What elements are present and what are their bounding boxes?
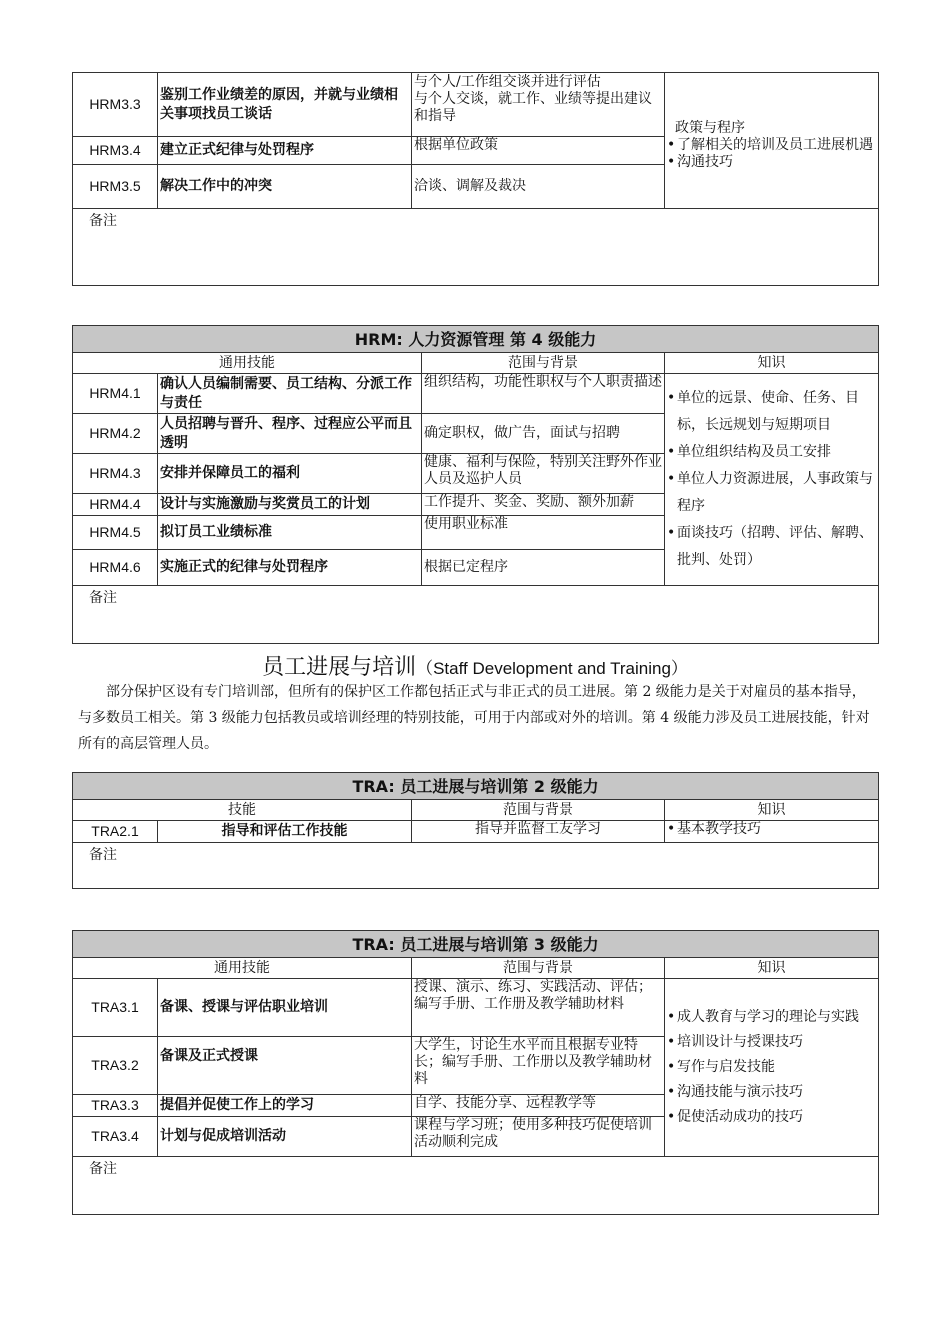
scope-line: 与个人交谈，就工作、业绩等提出建议和指导: [414, 91, 652, 124]
competency-code: TRA3.4: [73, 1117, 158, 1157]
knowledge-item: • 单位组织结构及员工安排: [667, 439, 876, 466]
knowledge-cell: [665, 979, 879, 1157]
competency-code: HRM4.1: [73, 374, 158, 414]
competency-code: TRA3.3: [73, 1095, 158, 1117]
table-title-row: [73, 773, 879, 800]
header-knowledge: 知识: [665, 958, 879, 979]
scope-text: 使用职业标准: [422, 516, 665, 550]
skill-text: 备课及正式授课: [158, 1037, 412, 1095]
scope-text: 大学生，讨论生水平而且根据专业特长；编写手册、工作册以及教学辅助材料: [412, 1037, 665, 1095]
competency-code: TRA3.2: [73, 1037, 158, 1095]
section-heading: [0, 650, 950, 681]
knowledge-item: • 写作与启发技能: [667, 1055, 876, 1080]
competency-code: HRM3.3: [73, 73, 158, 137]
skill-text: 人员招聘与晋升、程序、过程应公平而且透明: [158, 414, 422, 454]
skill-text: 安排并保障员工的福利: [158, 454, 422, 494]
skill-text: 拟订员工业绩标准: [158, 516, 422, 550]
scope-cell: [412, 73, 665, 137]
table-header-row: [73, 958, 879, 979]
note-label: 备注: [73, 1157, 879, 1215]
header-knowledge: 知识: [665, 800, 879, 821]
competency-code: HRM4.2: [73, 414, 158, 454]
knowledge-item: • 单位人力资源进展，人事政策与程序: [667, 466, 876, 520]
note-label: 备注: [73, 586, 879, 644]
scope-text: 根据已定程序: [422, 550, 665, 586]
knowledge-list: [667, 1005, 876, 1130]
note-row: [73, 209, 879, 286]
skill-text: 确认人员编制需要、员工结构、分派工作与责任: [158, 374, 422, 414]
table-title: TRA: 员工进展与培训第 3 级能力: [73, 931, 879, 958]
table-title-row: [73, 931, 879, 958]
scope-text: 自学、技能分享、远程教学等: [412, 1095, 665, 1117]
table-row: [73, 821, 879, 843]
knowledge-cell: [665, 374, 879, 586]
knowledge-list: [667, 385, 876, 574]
skill-text: 提倡并促使工作上的学习: [158, 1095, 412, 1117]
table-title-row: [73, 326, 879, 353]
table-title: TRA: 员工进展与培训第 2 级能力: [73, 773, 879, 800]
header-scope: 范围与背景: [412, 958, 665, 979]
tra3-table: [72, 930, 879, 1215]
scope-text: 确定职权，做广告，面试与招聘: [422, 414, 665, 454]
scope-line: 与个人/工作组交谈并进行评估: [414, 74, 601, 90]
scope-text: 健康、福利与保险，特别关注野外作业人员及巡护人员: [422, 454, 665, 494]
competency-code: HRM3.4: [73, 137, 158, 165]
competency-code: HRM4.5: [73, 516, 158, 550]
skill-text: 备课、授课与评估职业培训: [158, 979, 412, 1037]
table-row: [73, 73, 879, 137]
knowledge-cell: [665, 821, 879, 843]
knowledge-item: • 成人教育与学习的理论与实践: [667, 1005, 876, 1030]
skill-text: 鉴别工作业绩差的原因，并就与业绩相关事项找员工谈话: [158, 73, 412, 137]
skill-text: 设计与实施激励与奖赏员工的计划: [158, 494, 422, 516]
scope-text: 组织结构，功能性职权与个人职责描述: [422, 374, 665, 414]
knowledge-list: [667, 821, 876, 838]
knowledge-item: • 促使活动成功的技巧: [667, 1105, 876, 1130]
table-row: [73, 374, 879, 414]
header-skill: 通用技能: [73, 353, 422, 374]
header-scope: 范围与背景: [422, 353, 665, 374]
knowledge-item: • 面谈技巧（招聘、评估、解聘、批判、处罚）: [667, 520, 876, 574]
note-row: [73, 1157, 879, 1215]
header-skill: 技能: [73, 800, 412, 821]
note-row: [73, 586, 879, 644]
competency-code: HRM4.4: [73, 494, 158, 516]
note-label: 备注: [73, 209, 879, 286]
skill-text: 解决工作中的冲突: [158, 165, 412, 209]
knowledge-item: • 基本教学技巧: [667, 821, 876, 838]
header-knowledge: 知识: [665, 353, 879, 374]
skill-text: 建立正式纪律与处罚程序: [158, 137, 412, 165]
table-header-row: [73, 800, 879, 821]
tra2-table: [72, 772, 879, 889]
note-row: [73, 843, 879, 889]
knowledge-item: • 了解相关的培训及员工进展机遇: [667, 137, 876, 154]
section-title-en: （Staff Development and Training）: [416, 659, 688, 678]
header-skill: 通用技能: [73, 958, 412, 979]
competency-code: HRM3.5: [73, 165, 158, 209]
hrm4-table: [72, 325, 879, 644]
skill-text: 计划与促成培训活动: [158, 1117, 412, 1157]
table-row: [73, 979, 879, 1037]
scope-text: 指导并监督工友学习: [412, 821, 665, 843]
competency-code: HRM4.6: [73, 550, 158, 586]
knowledge-list: [667, 137, 876, 171]
knowledge-item: • 培训设计与授课技巧: [667, 1030, 876, 1055]
knowledge-item: • 沟通技巧: [667, 154, 876, 171]
competency-code: HRM4.3: [73, 454, 158, 494]
scope-text: 课程与学习班；使用多种技巧促使培训活动顺利完成: [412, 1117, 665, 1157]
scope-text: 授课、演示、练习、实践活动、评估；编写手册、工作册及教学辅助材料: [412, 979, 665, 1037]
knowledge-item: • 沟通技能与演示技巧: [667, 1080, 876, 1105]
scope-line: 洽谈、调解及裁决: [412, 165, 665, 209]
skill-text: 指导和评估工作技能: [158, 821, 412, 843]
hrm3-table: [72, 72, 879, 286]
section-title: 员工进展与培训: [262, 655, 417, 680]
knowledge-item: • 单位的远景、使命、任务、目标，长远规划与短期项目: [667, 385, 876, 439]
scope-line: 根据单位政策: [412, 137, 665, 165]
scope-text: 工作提升、奖金、奖励、额外加薪: [422, 494, 665, 516]
skill-text: 实施正式的纪律与处罚程序: [158, 550, 422, 586]
section-paragraph: 部分保护区设有专门培训部，但所有的保护区工作都包括正式与非正式的员工进展。第 2 级能力是关于对雇员的基本指导，与多数员工相关。第 3 级能力包括教员或培训经理的特别技能，可用于内部或对外的培训。第 4 级能力涉及员工进展技能，针对所有的高层管理人员。: [78, 684, 870, 752]
knowledge-intro: 政策与程序: [675, 120, 745, 136]
competency-code: TRA2.1: [73, 821, 158, 843]
note-label: 备注: [73, 843, 879, 889]
table-header-row: [73, 353, 879, 374]
competency-code: TRA3.1: [73, 979, 158, 1037]
table-title: HRM: 人力资源管理 第 4 级能力: [73, 326, 879, 353]
knowledge-cell: [665, 73, 879, 209]
header-scope: 范围与背景: [412, 800, 665, 821]
